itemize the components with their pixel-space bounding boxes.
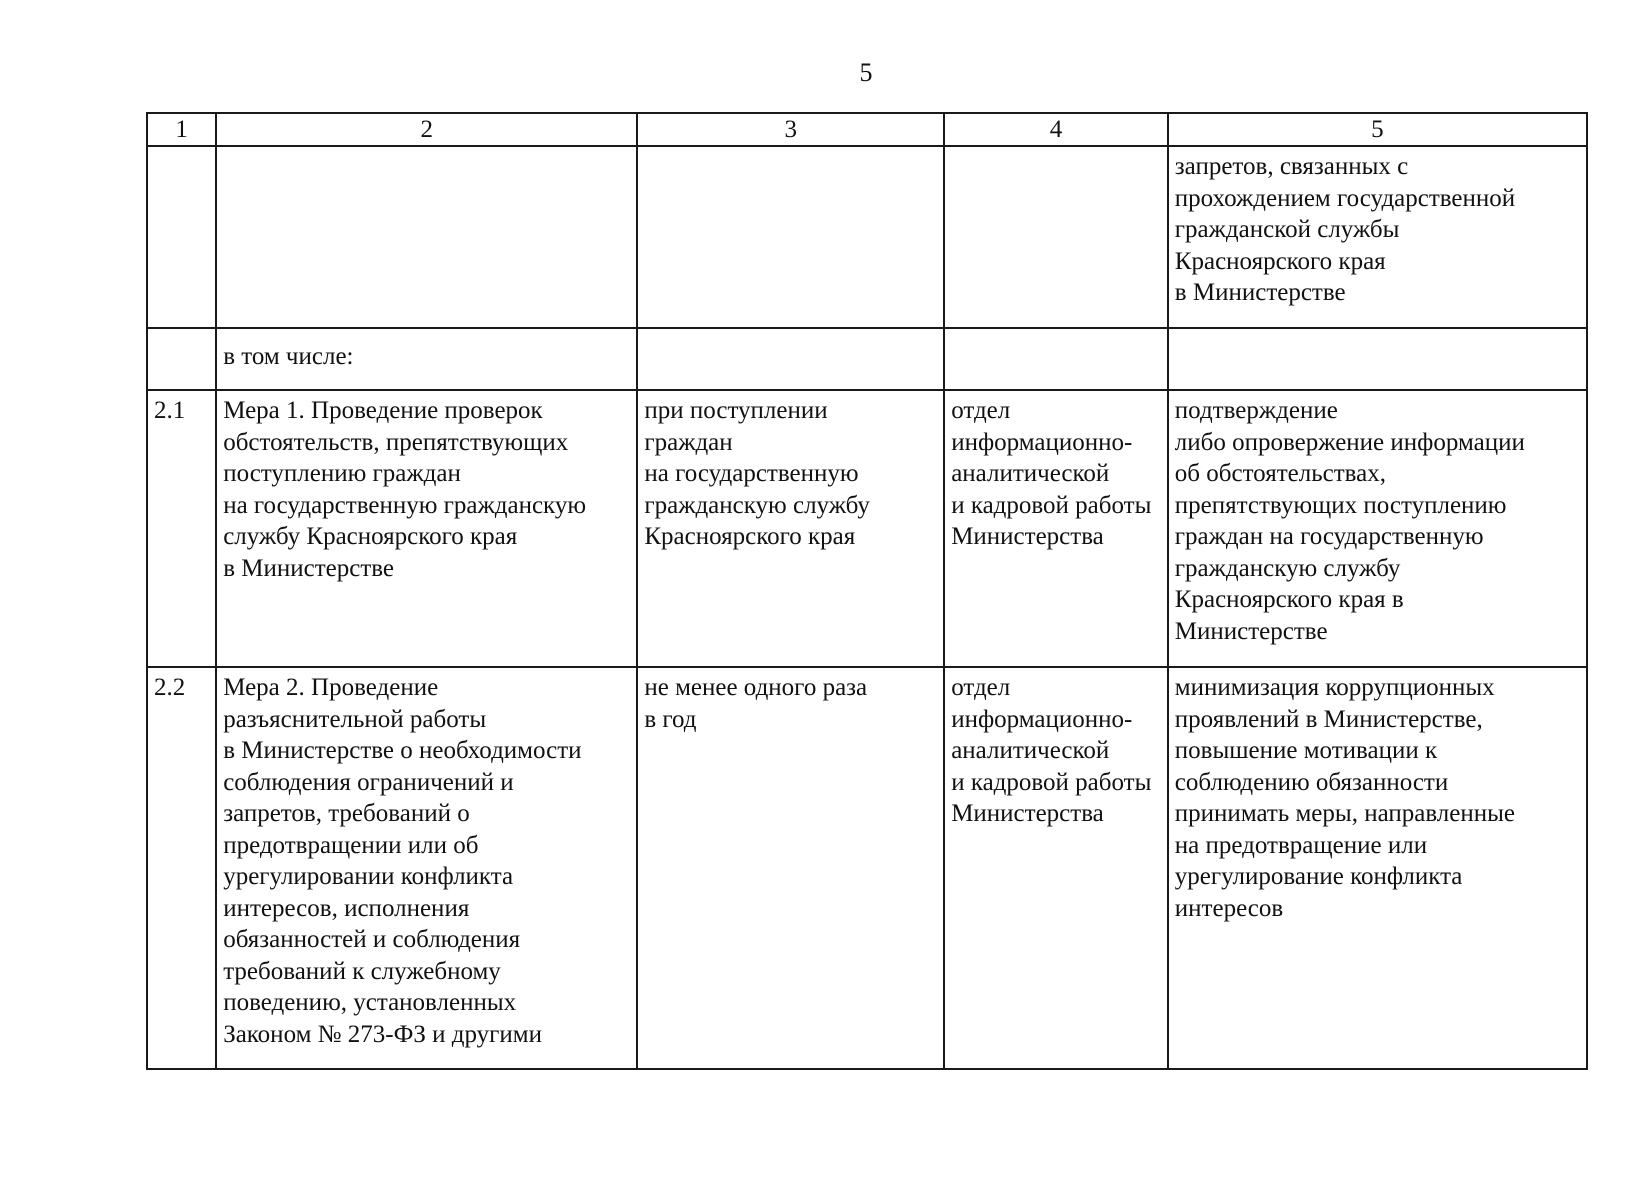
table-row-including: [147, 328, 1587, 390]
measure-cell: Мера 1. Проведение проверок обстоятельств, препятствующих поступлению граждан на государственную гражданскую службу Красноярского края в Министерстве: [216, 390, 637, 667]
column-number-row: [147, 113, 1587, 146]
page-number: 5: [859, 58, 873, 87]
column-number-cell: 5: [1168, 113, 1587, 146]
responsible-cell: отдел информационно- аналитической и кадровой работы Министерства: [944, 390, 1168, 667]
measure-cell: Мера 2. Проведение разъяснительной работы в Министерстве о необходимости соблюдения ограничений и запретов, требований о предотвращении или об урегулировании конфликта интересов, исполнения обязанностей и соблюдения требований к служебному поведению, установленных Законом № 273-ФЗ и другими: [216, 667, 637, 1069]
result-cell: запретов, связанных с прохождением государственной гражданской службы Красноярского края в Министерстве: [1168, 146, 1587, 328]
measure-cell: [216, 146, 637, 328]
column-number-cell: 2: [216, 113, 637, 146]
timing-cell: при поступлении граждан на государственную гражданскую службу Красноярского края: [637, 390, 944, 667]
column-number-cell: 4: [944, 113, 1168, 146]
timing-cell: [637, 328, 944, 390]
timing-cell: не менее одного раза в год: [637, 667, 944, 1069]
row-number-cell: 2.1: [147, 390, 216, 667]
table-row-2-2: [147, 667, 1587, 1069]
result-cell: [1168, 328, 1587, 390]
row-number-cell: 2.2: [147, 667, 216, 1069]
row-number-cell: [147, 328, 216, 390]
column-number-cell: 3: [637, 113, 944, 146]
timing-cell: [637, 146, 944, 328]
result-cell: подтверждение либо опровержение информации об обстоятельствах, препятствующих поступлению граждан на государственную гражданскую службу Красноярского края в Министерстве: [1168, 390, 1587, 667]
result-cell: минимизация коррупционных проявлений в Министерстве, повышение мотивации к соблюдению обязанности принимать меры, направленные на предотвращение или урегулирование конфликта интересов: [1168, 667, 1587, 1069]
responsible-cell: [944, 328, 1168, 390]
measures-table: [146, 112, 1588, 1070]
column-number-cell: 1: [147, 113, 216, 146]
table-row-continuation: [147, 146, 1587, 328]
responsible-cell: [944, 146, 1168, 328]
measure-cell: в том числе:: [216, 328, 637, 390]
responsible-cell: отдел информационно- аналитической и кадровой работы Министерства: [944, 667, 1168, 1069]
table-row-2-1: [147, 390, 1587, 667]
row-number-cell: [147, 146, 216, 328]
